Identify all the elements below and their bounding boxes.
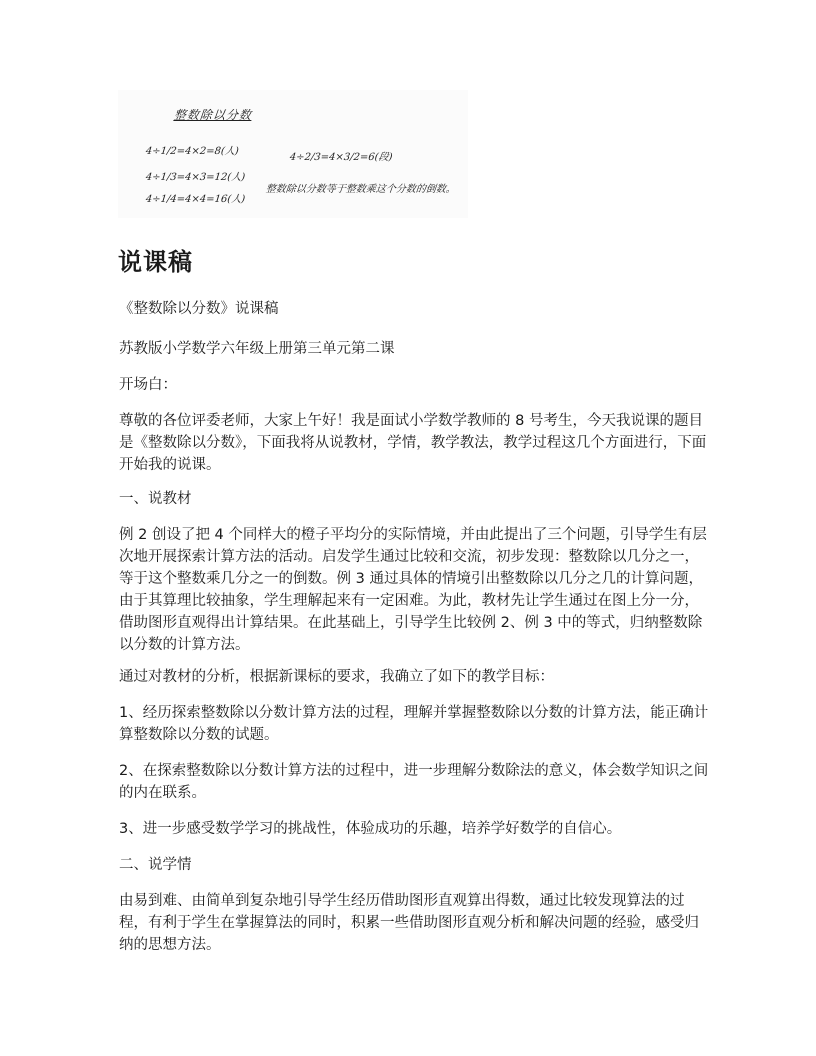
paragraph: 苏教版小学数学六年级上册第三单元第二课 <box>119 341 395 357</box>
section-heading: 一、说教材 <box>119 491 192 507</box>
paragraph: 2、在探索整数除以分数计算方法的过程中，进一步理解分数除法的意义，体会数学知识之间的内在联系。 <box>119 763 709 801</box>
handwritten-line: 4÷1/3=4×3=12(人) <box>145 172 246 183</box>
paragraph: 例 2 创设了把 4 个同样大的橙子平均分的实际情境，并由此提出了三个问题，引导学生有层次地开展探索计算方法的活动。启发学生通过比较和交流，初步发现：整数除以几分之一，等于这个整数乘几分之一的倒数。例 3 通过具体的情境引出整数除以几分之几的计算问题，由于其算理比较抽象，学生理解起来有一定困难。为此，教材先让学生通过在图上分一分，借助图形直观得出计算结果。在此基础上，引导学生比较例 2、例 3 中的等式，归纳整数除以分数的计算方法。 <box>119 527 707 653</box>
paragraph: 由易到难、由简单到复杂地引导学生经历借助图形直观算出得数，通过比较发现算法的过程，有利于学生在掌握算法的同时，积累一些借助图形直观分析和解决问题的经验，感受归纳的思想方法。 <box>119 893 699 953</box>
section-heading: 二、说学情 <box>119 857 192 873</box>
handwritten-line: 4÷1/4=4×4=16(人) <box>145 194 246 205</box>
paragraph: 3、进一步感受数学学习的挑战性，体验成功的乐趣，培养学好数学的自信心。 <box>119 821 622 837</box>
paragraph: 1、经历探索整数除以分数计算方法的过程，理解并掌握整数除以分数的计算方法，能正确计算整数除以分数的试题。 <box>119 705 709 743</box>
handwritten-line: 4÷2/3=4×3/2=6(段) <box>289 152 393 163</box>
document-heading: 说课稿 <box>118 248 193 276</box>
handwritten-title: 整数除以分数 <box>173 108 253 122</box>
handwritten-line: 4÷1/2=4×2=8(人) <box>145 146 240 157</box>
paragraph: 尊敬的各位评委老师，大家上午好！我是面试小学数学教师的 8 号考生，今天我说课的题目是《整数除以分数》，下面我将从说教材，学情，教学教法，教学过程这几个方面进行，下面开始我的说课。 <box>119 413 707 473</box>
handwritten-conclusion: 整数除以分数等于整数乘这个分数的倒数。 <box>265 184 457 195</box>
paragraph: 《整数除以分数》说课稿 <box>119 301 279 317</box>
handwritten-notes-image <box>118 90 468 218</box>
paragraph: 通过对教材的分析，根据新课标的要求，我确立了如下的教学目标： <box>119 669 554 685</box>
paragraph: 开场白： <box>119 377 177 393</box>
